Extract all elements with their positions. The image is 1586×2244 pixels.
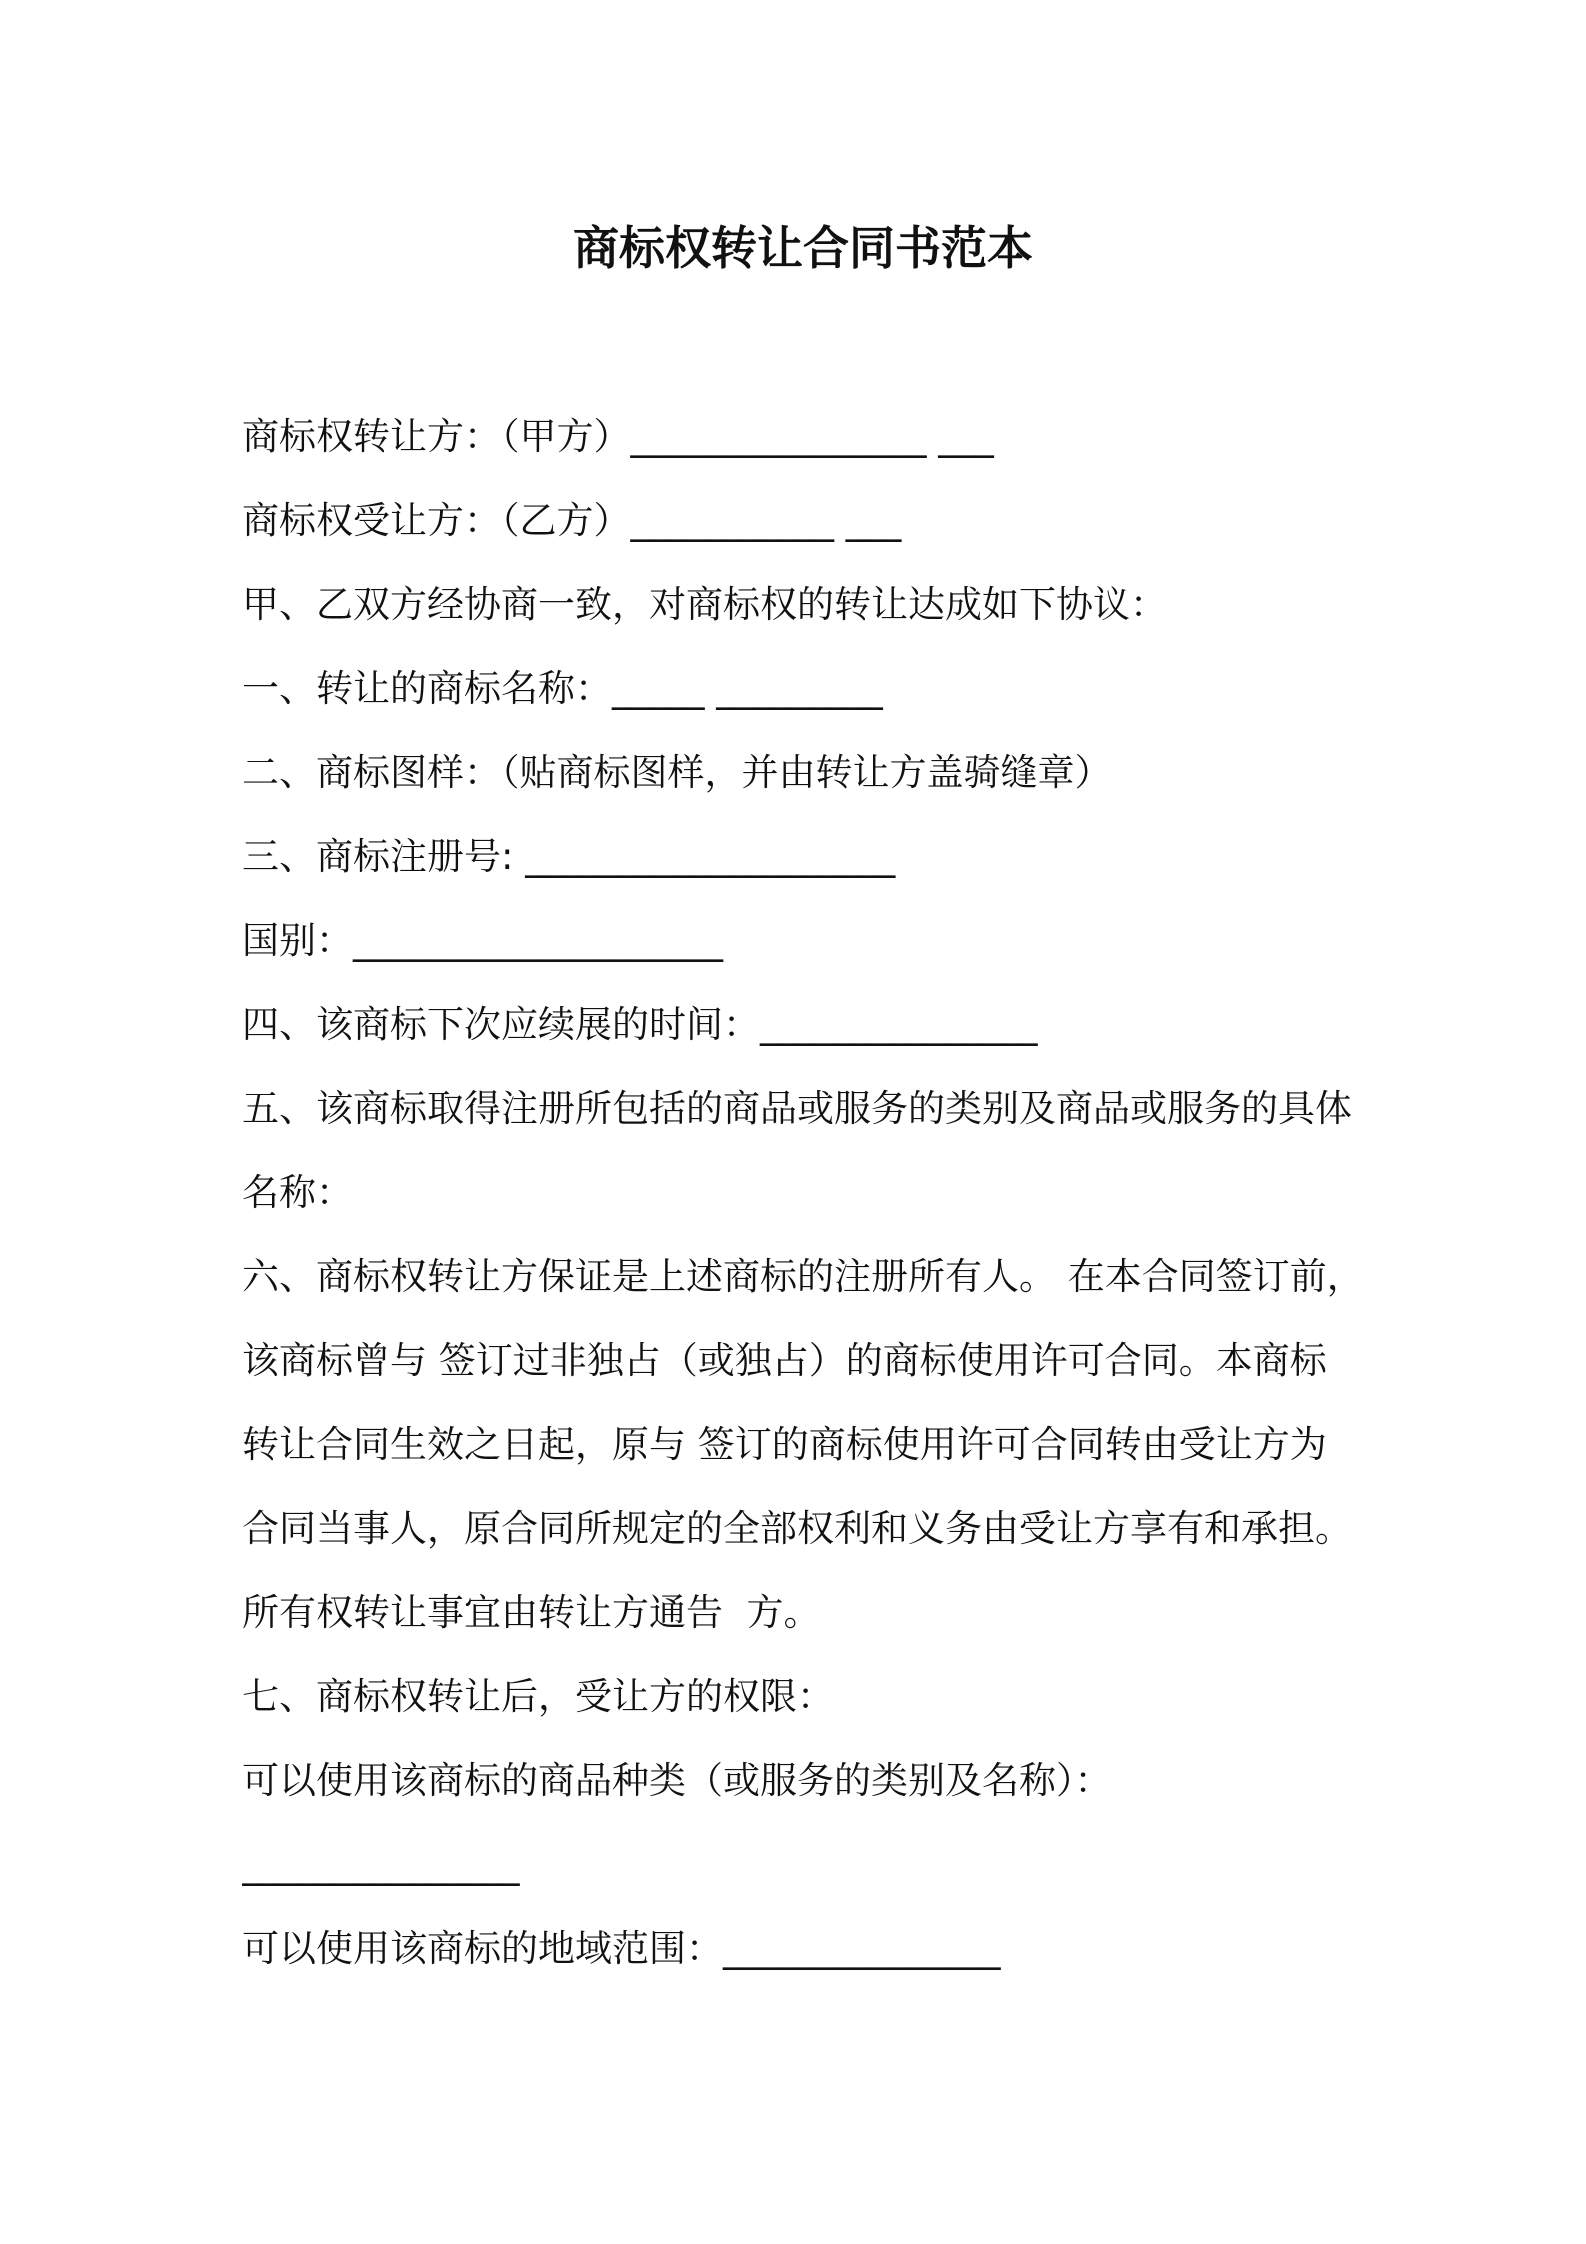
clause-5-continuation: 名称： xyxy=(242,1171,353,1214)
agreement-intro: 甲、乙双方经协商一致，对商标权的转让达成如下协议： xyxy=(242,583,1167,626)
transferee-party-b-line: 商标权受让方：（乙方）___________ ___ xyxy=(242,499,902,542)
clause-5-goods-services: 五、该商标取得注册所包括的商品或服务的类别及商品或服务的具体 xyxy=(242,1087,1352,1130)
clause-6-line-3: 转让合同生效之日起，原与 签订的商标使用许可合同转由受让方为 xyxy=(242,1423,1327,1466)
clause-7-heading: 七、商标权转让后，受让方的权限： xyxy=(242,1675,834,1718)
clause-6-line-4: 合同当事人，原合同所规定的全部权利和义务由受让方享有和承担。 xyxy=(242,1507,1352,1550)
clause-3-registration-number: 三、商标注册号: ____________________ xyxy=(242,835,896,878)
clause-6-line-5: 所有权转让事宜由转让方通告 方。 xyxy=(242,1591,821,1634)
transferor-party-a-line: 商标权转让方：（甲方）________________ ___ xyxy=(242,415,994,458)
clause-6-line-1: 六、商标权转让方保证是上述商标的注册所有人。 在本合同签订前， xyxy=(242,1255,1364,1298)
region-scope-line: 可以使用该商标的地域范围：_______________ xyxy=(242,1927,1001,1970)
goods-category-line: 可以使用该商标的商品种类（或服务的类别及名称）： xyxy=(242,1759,1112,1802)
clause-4-renewal-time: 四、该商标下次应续展的时间：_______________ xyxy=(242,1003,1038,1046)
document-title: 商标权转让合同书范本 xyxy=(573,221,1033,275)
clause-1-trademark-name: 一、转让的商标名称：_____ _________ xyxy=(242,667,883,710)
clause-2-trademark-sample: 二、商标图样：（贴商标图样，并由转让方盖骑缝章） xyxy=(242,751,1112,794)
goods-category-blank: _______________ xyxy=(242,1843,520,1886)
clause-6-line-2: 该商标曾与 签订过非独占（或独占）的商标使用许可合同。本商标 xyxy=(242,1339,1327,1382)
country-line: 国别：____________________ xyxy=(242,919,723,962)
document-body xyxy=(242,395,1542,1991)
